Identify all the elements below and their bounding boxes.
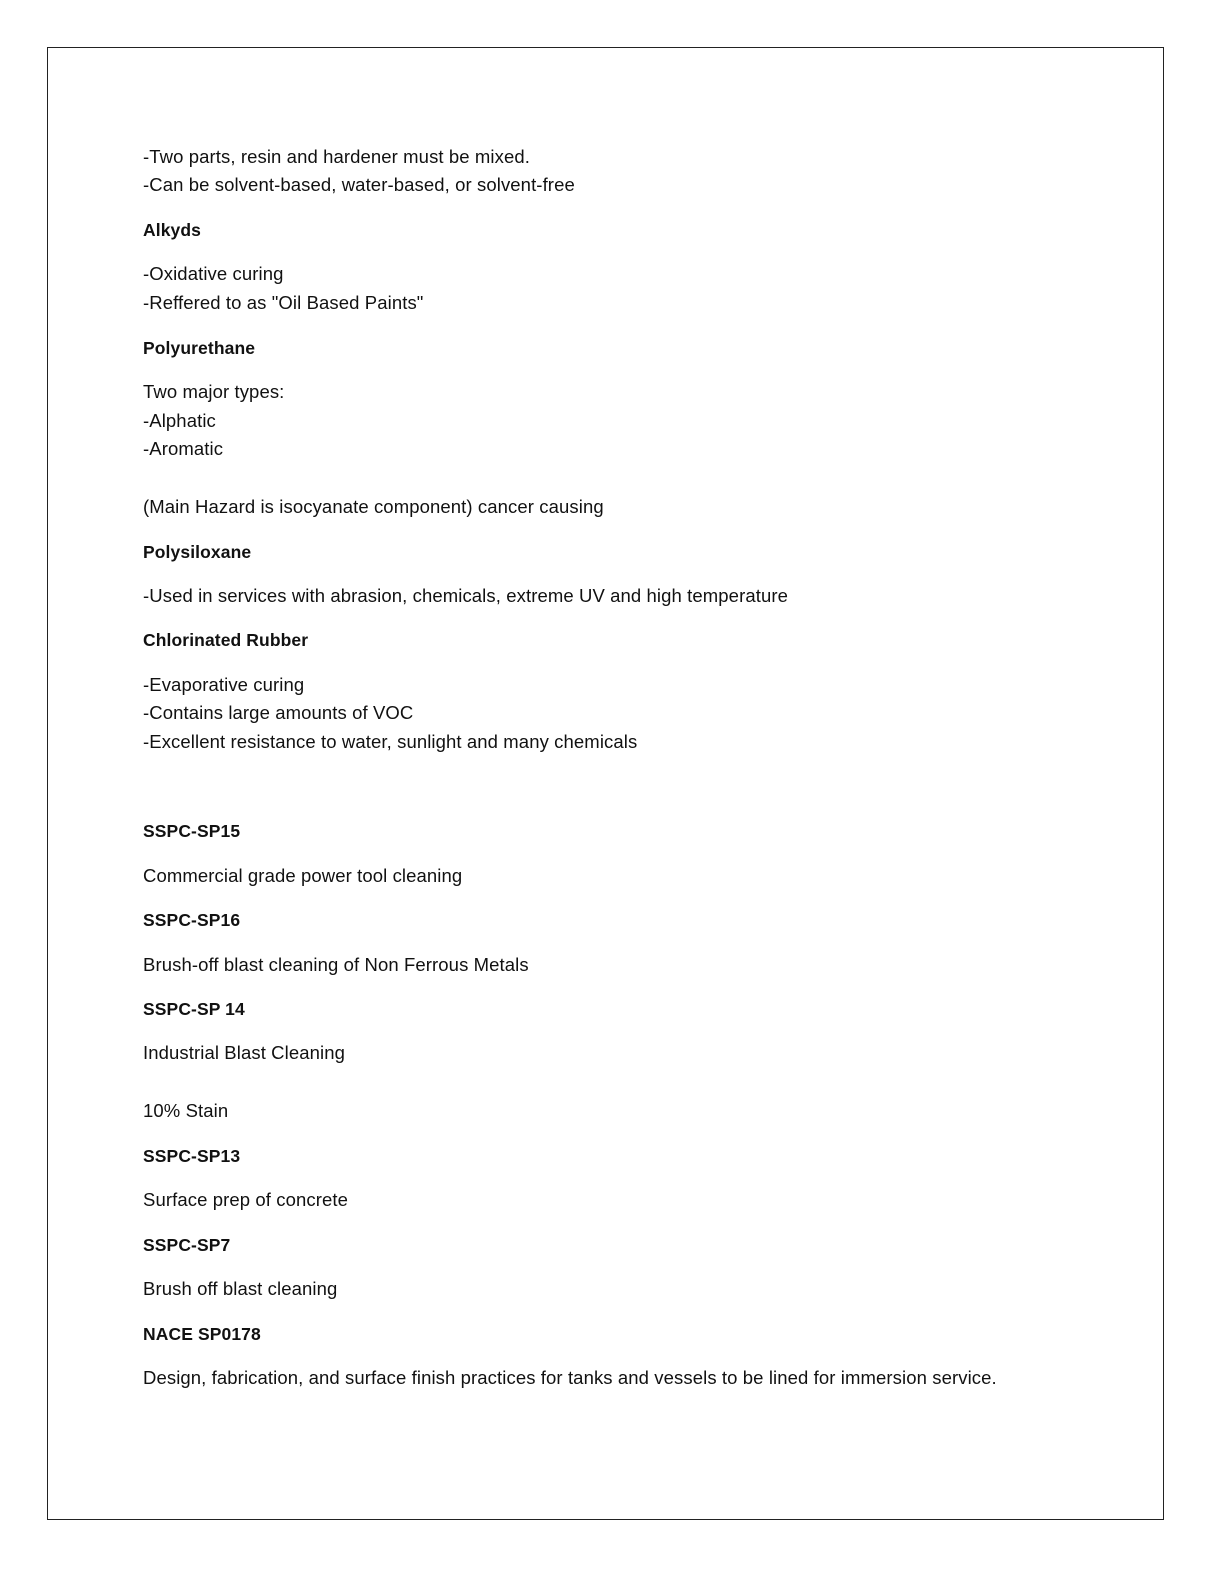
heading-chlorinated-rubber: Chlorinated Rubber — [143, 630, 309, 650]
heading-alkyds: Alkyds — [143, 220, 201, 240]
alkyds-line-2: -Reffered to as "Oil Based Paints" — [143, 292, 424, 313]
chlorinated-rubber-line-1: -Evaporative curing — [143, 674, 305, 695]
chlorinated-rubber-line-2: -Contains large amounts of VOC — [143, 702, 414, 723]
heading-sspc-sp15: SSPC-SP15 — [143, 821, 241, 841]
sspc-sp14-note: 10% Stain — [143, 1100, 229, 1121]
chlorinated-rubber-line-3: -Excellent resistance to water, sunlight and many chemicals — [143, 731, 638, 752]
heading-sspc-sp7: SSPC-SP7 — [143, 1235, 231, 1255]
heading-sspc-sp14: SSPC-SP 14 — [143, 999, 245, 1019]
heading-sspc-sp16: SSPC-SP16 — [143, 910, 241, 930]
polyurethane-hazard: (Main Hazard is isocyanate component) cancer causing — [143, 496, 604, 517]
sspc-sp13-text: Surface prep of concrete — [143, 1189, 348, 1210]
polyurethane-line-3: -Aromatic — [143, 438, 224, 459]
polysiloxane-line-1: -Used in services with abrasion, chemicals, extreme UV and high temperature — [143, 585, 788, 606]
sspc-sp16-text: Brush-off blast cleaning of Non Ferrous Metals — [143, 954, 529, 975]
nace-sp0178-text: Design, fabrication, and surface finish practices for tanks and vessels to be lined for immersion service. — [143, 1367, 997, 1388]
heading-polysiloxane: Polysiloxane — [143, 542, 252, 562]
sspc-sp15-text: Commercial grade power tool cleaning — [143, 865, 463, 886]
heading-nace-sp0178: NACE SP0178 — [143, 1324, 261, 1344]
intro-line-2: -Can be solvent-based, water-based, or solvent-free — [143, 174, 575, 195]
polyurethane-line-1: Two major types: — [143, 381, 285, 402]
intro-line-1: -Two parts, resin and hardener must be mixed. — [143, 146, 531, 167]
heading-polyurethane: Polyurethane — [143, 338, 256, 358]
alkyds-line-1: -Oxidative curing — [143, 263, 284, 284]
sspc-sp14-text: Industrial Blast Cleaning — [143, 1042, 345, 1063]
sspc-sp7-text: Brush off blast cleaning — [143, 1278, 338, 1299]
polyurethane-line-2: -Alphatic — [143, 410, 216, 431]
heading-sspc-sp13: SSPC-SP13 — [143, 1146, 241, 1166]
